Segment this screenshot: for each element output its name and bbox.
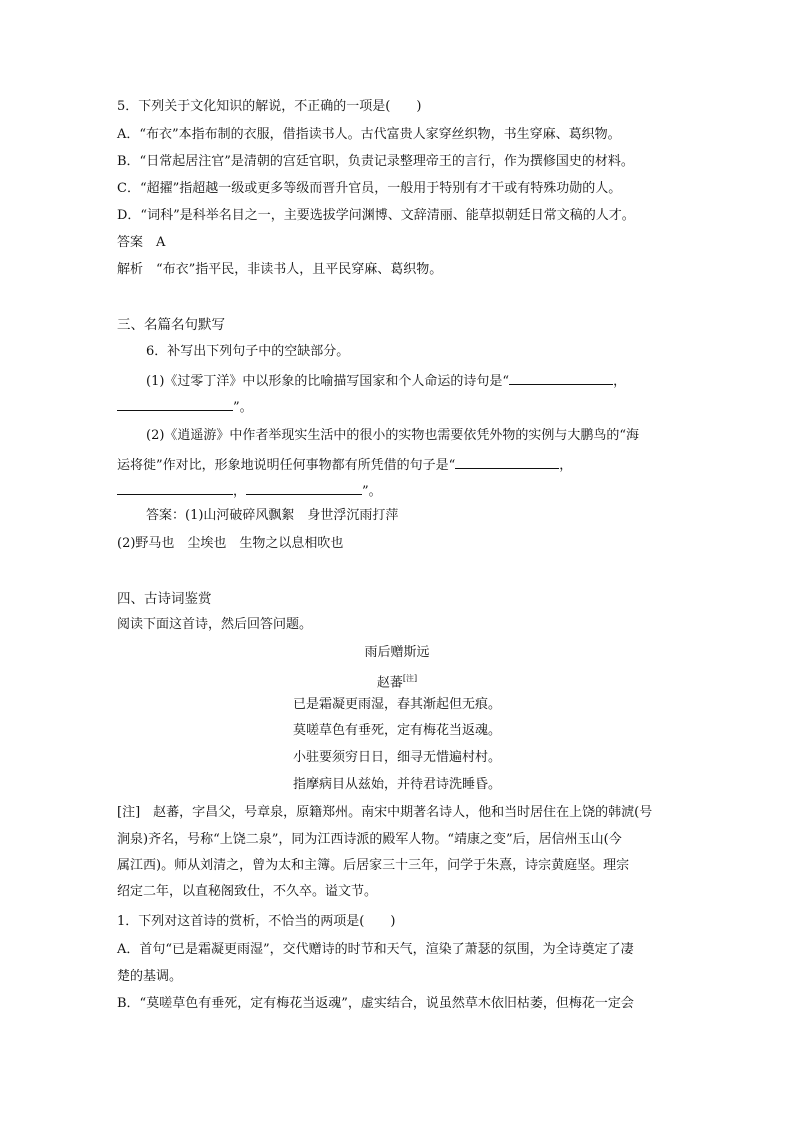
section4-heading: 四、古诗词鉴赏: [117, 591, 212, 607]
poem-line-1: 已是霜凝更雨湿，春其渐起但无痕。: [292, 697, 501, 712]
fill-blank[interactable]: [246, 482, 362, 495]
note-line-1: [注] 赵蕃，字昌父，号章泉，原籍郑州。南宋中期著名诗人，他和当时居住在上饶的韩淲(号: [117, 805, 653, 820]
q6-2-line1: (2)《逍遥游》中作者举现实生活中的很小的实物也需要依凭外物的实例与大鹏鸟的“海: [146, 428, 640, 443]
fill-blank[interactable]: [117, 482, 233, 495]
q6-1-comma: ，: [613, 374, 627, 389]
q1-stem: 1．下列对这首诗的赏析，不恰当的两项是( ): [117, 914, 396, 929]
q5-answer: 答案 A: [117, 235, 166, 250]
q6-1-line1: [146, 372, 626, 390]
q6-2-line2: [117, 456, 572, 474]
q6-2-end: ”。: [362, 484, 382, 499]
poem-author-line: [0, 671, 794, 691]
section4-intro: 阅读下面这首诗，然后回答问题。: [117, 617, 313, 632]
poem-line-4: 指摩病目从兹始，并待君诗洗睡昏。: [292, 777, 501, 792]
fill-blank[interactable]: [117, 398, 233, 411]
q6-stem: 6．补写出下列句子中的空缺部分。: [146, 344, 350, 359]
q6-answer-1: 答案：(1)山河破碎风飘絮 身世浮沉雨打萍: [146, 508, 399, 523]
q6-answer-2: (2)野马也 尘埃也 生物之以息相吹也: [117, 536, 344, 551]
q5-stem: 5．下列关于文化知识的解说，不正确的一项是( ): [117, 99, 422, 114]
q1-option-a: A．首句“已是霜凝更雨湿”，交代赠诗的时节和天气，渲染了萧瑟的氛围，为全诗奠定了凄: [117, 942, 634, 957]
note-mark: [注]: [402, 674, 418, 683]
q5-option-b: B．“日常起居注官”是清朝的宫廷官职，负责记录整理帝王的言行，作为撰修国史的材料。: [117, 154, 634, 169]
q5-option-a: A．“布衣”本指布制的衣服，借指读书人。古代富贵人家穿丝织物，书生穿麻、葛织物。: [117, 127, 621, 142]
fill-blank[interactable]: [455, 456, 559, 469]
q5-option-d: D．“词科”是科举名目之一，主要选拔学问渊博、文辞清丽、能草拟朝廷日常文稿的人才。: [117, 208, 635, 223]
q6-1-text: (1)《过零丁洋》中以形象的比喻描写国家和个人命运的诗句是“: [146, 374, 510, 389]
q1-option-b: B．“莫嗟草色有垂死，定有梅花当返魂”，虚实结合，说虽然草木依旧枯萎，但梅花一定会: [117, 996, 634, 1011]
poem-title: 雨后赠斯远: [364, 645, 430, 660]
note-line-4: 绍定二年，以直秘阁致仕，不久卒。谥文节。: [117, 884, 378, 899]
q6-2-comma2: ，: [233, 484, 247, 499]
note-line-3: 属江西)。师从刘清之，曾为太和主簿。后居家三十三年，问学于朱熹，诗宗黄庭坚。理宗: [117, 858, 630, 873]
poem-line-2: 莫嗟草色有垂死，定有梅花当返魂。: [292, 723, 501, 738]
q6-1-line2: [117, 398, 253, 416]
poem-line-3: 小驻要须穷日日，细寻无惜遍村村。: [292, 750, 501, 765]
fill-blank[interactable]: [509, 372, 613, 385]
note-line-2: 涧泉)齐名，号称“上饶二泉”，同为江西诗派的殿军人物。“靖康之变”后，居信州玉山(今: [117, 832, 622, 847]
q5-option-c: C．“超擢”指超越一级或更多等级而晋升官员，一般用于特别有才干或有特殊功勋的人。: [117, 181, 622, 196]
q6-1-end: ”。: [233, 400, 253, 415]
q6-2-text: 运将徙”作对比，形象地说明任何事物都有所凭借的句子是“: [117, 458, 456, 473]
q1-option-a-cont: 楚的基调。: [117, 969, 183, 984]
q6-2-line3: [117, 482, 382, 500]
q5-analysis: 解析 “布衣”指平民，非读书人，且平民穿麻、葛织物。: [117, 262, 443, 277]
section3-heading: 三、名篇名句默写: [117, 317, 225, 333]
q6-2-comma: ，: [559, 458, 573, 473]
poem-author: 赵蕃: [376, 675, 403, 691]
